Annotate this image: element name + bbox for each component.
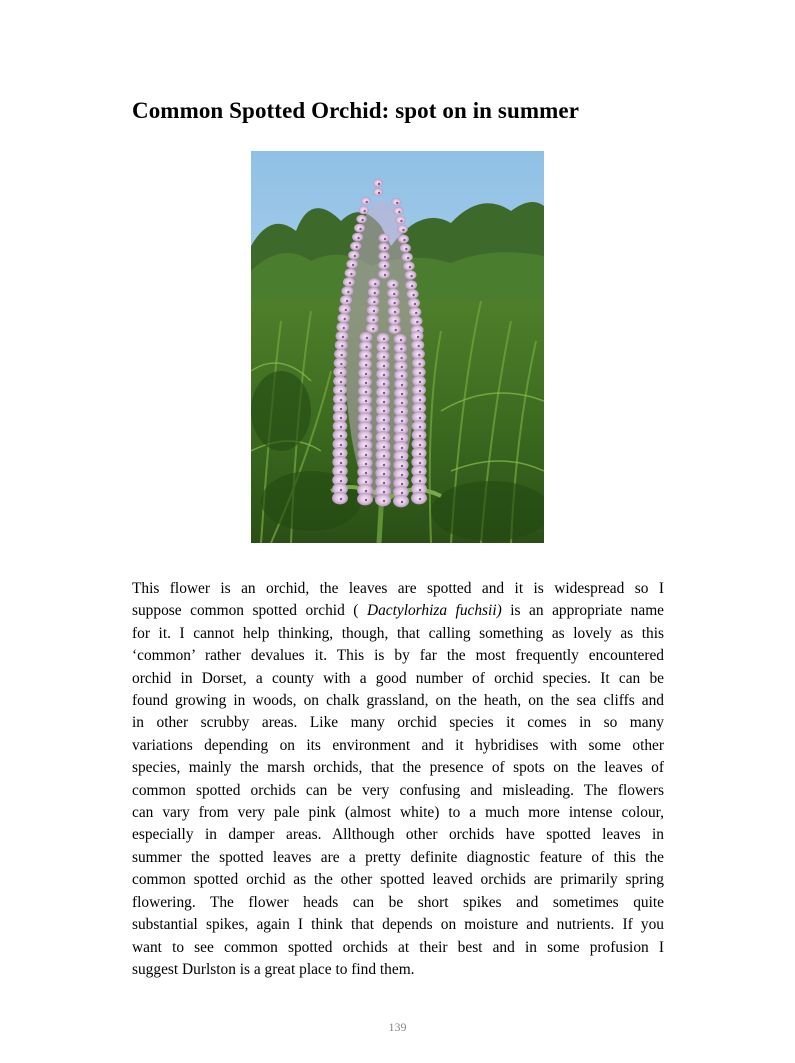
floret-spot [344,318,346,320]
floret-spot [383,365,385,367]
floret-spot [372,328,374,330]
floret-spot [349,282,351,284]
floret-spot [414,303,416,305]
orchid-floret [337,313,350,323]
floret-spot [383,401,385,403]
orchid-floret [410,316,423,326]
floret-spot [383,374,385,376]
floret-spot [396,202,398,204]
floret-spot [352,264,354,266]
orchid-floret [366,323,379,333]
orchid-photo [251,151,544,543]
orchid-floret [336,322,349,332]
floret-spot [340,426,342,428]
orchid-floret [393,495,409,508]
floret-spot [419,480,421,482]
orchid-floret [360,332,373,342]
floret-spot [365,436,367,438]
orchid-floret [398,235,409,244]
orchid-floret [391,198,401,206]
floret-spot [401,492,403,494]
floret-spot [401,465,403,467]
orchid-floret [341,286,353,296]
floret-spot [343,327,345,329]
floret-spot [355,246,357,248]
floret-spot [345,309,347,311]
floret-spot [419,489,421,491]
floret-spot [365,391,367,393]
orchid-floret [340,295,352,305]
body-line: flowering. The flower heads can be short spikes and sometimes quite [132,893,664,911]
orchid-floret [378,260,390,269]
body-line: common spotted orchid as the other spotted leaved orchids are primarily spring [132,871,664,889]
floret-spot [410,275,412,277]
floret-spot [340,498,342,500]
floret-spot [340,453,342,455]
floret-spot [400,220,402,222]
orchid-floret [394,334,407,344]
body-line: in other scrubby areas. Like many orchid species it comes in so many [132,714,664,732]
orchid-floret [387,288,399,298]
orchid-floret [358,206,369,214]
floret-spot [419,435,421,437]
floret-spot [419,426,421,428]
floret-spot [341,354,343,356]
floret-spot [401,375,403,377]
body-line: for it. I cannot help thinking, though, that calling something as lovely as this [132,624,664,642]
orchid-floret [407,289,419,299]
floret-spot [383,410,385,412]
floret-spot [374,292,376,294]
floret-spot [401,501,403,503]
floret-spot [394,311,396,313]
floret-spot [401,411,403,413]
floret-spot [407,257,409,259]
orchid-floret [378,243,389,252]
body-line: orchid in Dorset, a county with a good number of orchid species. It can be [132,669,664,687]
floret-spot [401,429,403,431]
orchid-floret [411,331,424,341]
floret-spot [401,474,403,476]
floret-spot [401,456,403,458]
orchid-floret [345,268,357,277]
orchid-floret [400,244,411,253]
orchid-floret [377,333,390,343]
floret-spot [383,446,385,448]
orchid-floret [335,340,348,350]
floret-spot [393,302,395,304]
floret-spot [340,381,342,383]
floret-spot [365,427,367,429]
floret-spot [365,490,367,492]
floret-spot [400,348,402,350]
floret-spot [398,211,400,213]
floret-spot [366,337,368,339]
floret-spot [419,471,421,473]
floret-spot [365,400,367,402]
orchid-floret [368,287,380,297]
floret-spot [341,345,343,347]
floret-spot [401,366,403,368]
body-line: suggest Durlston is a great place to find them. [132,960,415,978]
orchid-floret [408,298,420,308]
floret-spot [402,229,404,231]
body-line: species, mainly the marsh orchids, that the presence of spots on the leaves of [132,759,664,777]
floret-spot [365,481,367,483]
floret-spot [383,347,385,349]
orchid-floret [388,315,401,325]
floret-spot [383,338,385,340]
body-line: can vary from very pale pink (almost white) to a much more intense colour, [132,804,664,822]
floret-spot [365,409,367,411]
floret-spot [340,417,342,419]
orchid-floret [361,197,371,205]
floret-spot [383,383,385,385]
orchid-floret [352,233,363,242]
floret-spot [354,255,356,257]
body-line: summer the spotted leaves are a pretty definite diagnostic feature of this the [132,848,664,866]
floret-spot [372,319,374,321]
floret-spot [363,210,365,212]
floret-spot [383,473,385,475]
floret-spot [409,266,411,268]
floret-spot [384,265,386,267]
orchid-floret [405,280,417,289]
floret-spot [400,357,402,359]
floret-spot [340,399,342,401]
orchid-floret [388,306,400,316]
orchid-floret [388,297,400,307]
floret-spot [350,273,352,275]
orchid-floret [375,494,391,507]
floret-spot [383,491,385,493]
floret-spot [365,463,367,465]
floret-spot [340,444,342,446]
orchid-floret [332,492,348,505]
floret-spot [383,419,385,421]
floret-spot [340,435,342,437]
floret-spot [365,373,367,375]
orchid-floret [378,251,389,260]
orchid-floret [367,296,379,306]
floret-spot [383,464,385,466]
floret-spot [340,408,342,410]
orchid-floret [367,305,379,315]
orchid-floret [348,250,359,259]
floret-spot [366,201,368,203]
floret-spot [383,482,385,484]
orchid-floret [343,277,355,286]
body-line: variations depending on its environment and it hybridises with some other [132,736,664,754]
floret-spot [418,363,420,365]
body-line: especially in damper areas. Allthough other orchids have spotted leaves in [132,826,664,844]
floret-spot [403,239,405,241]
floret-spot [419,453,421,455]
floret-spot [419,381,421,383]
floret-spot [374,283,376,285]
orchid-floret [378,234,389,243]
orchid-floret [376,342,389,352]
floret-spot [417,336,419,338]
body-paragraph [132,578,664,981]
floret-spot [418,354,420,356]
floret-spot [378,192,380,194]
page-number: 139 [388,1020,407,1034]
floret-spot [384,238,386,240]
orchid-floret [401,252,412,261]
body-line: found growing in woods, on chalk grassland, on the heath, on the sea cliffs and [132,692,664,710]
floret-spot [340,372,342,374]
floret-spot [347,291,349,293]
floret-spot [384,247,386,249]
orchid-floret [357,493,373,506]
floret-spot [361,219,363,221]
floret-spot [365,355,367,357]
floret-spot [373,310,375,312]
floret-spot [416,321,418,323]
floret-spot [383,455,385,457]
floret-spot [365,472,367,474]
orchid-floret [388,324,401,334]
orchid-floret [387,279,399,288]
floret-spot [418,345,420,347]
floret-spot [419,399,421,401]
orchid-floret [350,242,361,251]
floret-spot [419,372,421,374]
floret-spot [342,336,344,338]
floret-spot [394,320,396,322]
orchid-floret [368,278,380,287]
floret-spot [365,454,367,456]
orchid-floret [395,216,406,225]
orchid-floret [373,179,383,187]
floret-spot [400,339,402,341]
floret-spot [401,483,403,485]
floret-spot [419,408,421,410]
floret-spot [340,462,342,464]
floret-spot [359,228,361,230]
orchid-floret [339,304,351,314]
orchid-image [251,151,544,543]
floret-spot [415,312,417,314]
orchid-floret [403,261,415,270]
orchid-floret [405,270,417,279]
floret-spot [340,363,342,365]
orchid-floret [356,215,367,224]
body-line: suppose common spotted orchid ( Dactylorhiza fuchsii) is an appropriate name [132,602,665,620]
orchid-floret [359,341,372,351]
body-line: This flower is an orchid, the leaves are spotted and it is widespread so I [132,580,664,597]
floret-spot [365,346,367,348]
floret-spot [365,364,367,366]
floret-spot [393,284,395,286]
floret-spot [401,438,403,440]
floret-spot [383,356,385,358]
page-title: Common Spotted Orchid: spot on in summer [132,98,579,123]
orchid-floret [354,224,365,233]
floret-spot [340,480,342,482]
orchid-floret [335,331,348,341]
orchid-floret [346,259,358,268]
floret-spot [401,393,403,395]
floret-spot [419,390,421,392]
orchid-floret [411,492,427,505]
body-line: want to see common spotted orchids at their best and in some profusion I [132,938,664,956]
floret-spot [365,499,367,501]
floret-spot [395,329,397,331]
orchid-floret [397,225,408,234]
floret-spot [383,428,385,430]
floret-spot [393,293,395,295]
floret-spot [401,402,403,404]
floret-spot [373,301,375,303]
species-name: Dactylorhiza fuchsii) [366,602,502,620]
floret-spot [401,420,403,422]
floret-spot [411,285,413,287]
floret-spot [419,444,421,446]
orchid-floret [411,340,424,350]
floret-spot [365,445,367,447]
floret-spot [405,248,407,250]
floret-spot [419,498,421,500]
floret-spot [412,294,414,296]
floret-spot [401,384,403,386]
floret-spot [365,418,367,420]
orchid-floret [366,314,379,324]
floret-spot [401,447,403,449]
floret-spot [346,300,348,302]
orchid-floret [394,343,407,353]
floret-spot [340,471,342,473]
floret-spot [419,417,421,419]
orchid-floret [409,307,421,317]
body-line: common spotted orchids can be very confusing and misleading. The flowers [132,781,664,799]
floret-spot [378,183,380,185]
floret-spot [383,437,385,439]
floret-spot [340,390,342,392]
floret-spot [357,237,359,239]
orchid-floret [393,207,404,215]
floret-spot [365,382,367,384]
floret-spot [384,256,386,258]
body-line: substantial spikes, again I think that depends on moisture and nutrients. If you [132,916,664,934]
body-line: ‘common’ rather devalues it. This is by far the most frequently encountered [132,647,664,665]
orchid-floret [373,188,383,196]
floret-spot [340,489,342,491]
floret-spot [384,274,386,276]
floret-spot [419,462,421,464]
orchid-floret [378,269,390,278]
floret-spot [383,500,385,502]
floret-spot [383,392,385,394]
